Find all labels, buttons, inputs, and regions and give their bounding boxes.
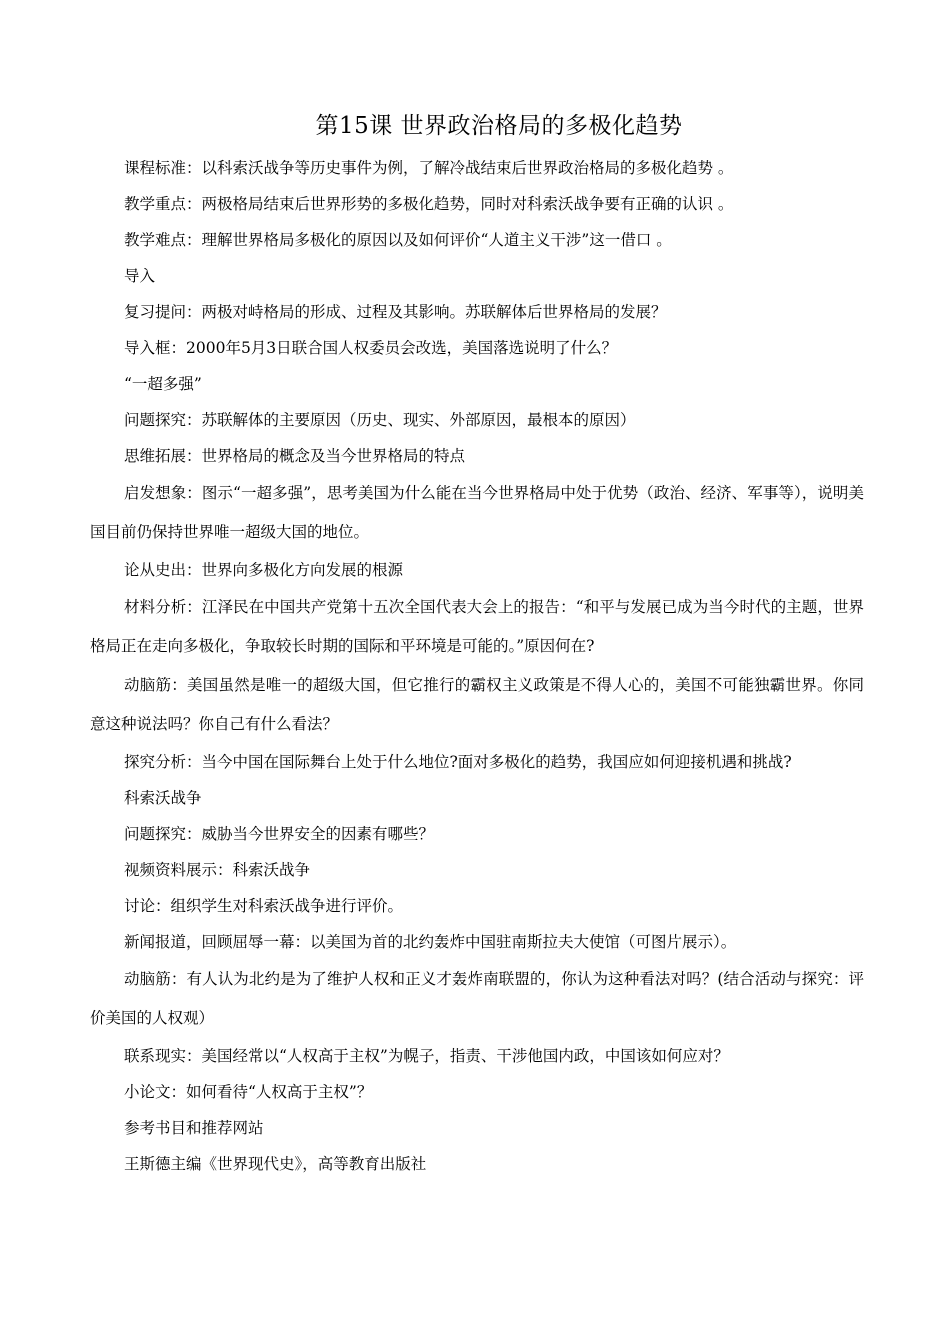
paragraph-intro-box: 导入框：2000年5月3日联合国人权委员会改选，美国落选说明了什么？ xyxy=(124,339,618,357)
paragraph-curriculum-standard: 课程标准：以科索沃战争等历史事件为例，了解冷战结束后世界政治格局的多极化趋势 。 xyxy=(124,159,734,177)
paragraph-reality-link: 联系现实：美国经常以“人权高于主权”为幌子，指责、干涉他国内政，中国该如何应对？ xyxy=(124,1047,729,1065)
paragraph-inquiry-china: 探究分析：当今中国在国际舞台上处于什么地位?面对多极化的趋势，我国应如何迎接机遇和挑战? xyxy=(124,753,792,771)
paragraph-material-analysis: 材料分析：江泽民在中国共产党第十五次全国代表大会上的报告：“和平与发展已成为当今时代的主题，世界格局正在走向多极化，争取较长时期的国际和平环境是可能的。”原因何在? xyxy=(90,598,864,655)
paragraph-video-material: 视频资料展示：科索沃战争 xyxy=(124,861,311,879)
paragraph-discussion: 讨论：组织学生对科索沃战争进行评价。 xyxy=(124,897,404,915)
document-body xyxy=(90,150,864,1182)
paragraph-thinking-extension: 思维拓展：世界格局的概念及当今世界格局的特点 xyxy=(124,447,466,465)
paragraph-security-threats: 问题探究：威胁当今世界安全的因素有哪些？ xyxy=(124,825,435,843)
paragraph-review-question: 复习提问：两极对峙格局的形成、过程及其影响。苏联解体后世界格局的发展？ xyxy=(124,303,667,321)
paragraph-brainstorm-nato: 动脑筋：有人认为北约是为了维护人权和正义才轰炸南联盟的，你认为这种看法对吗？(结合活动与探究：评价美国的人权观） xyxy=(90,970,864,1027)
paragraph-essay: 小论文：如何看待“人权高于主权”？ xyxy=(124,1083,373,1101)
reference-item: 王斯德主编《世界现代史》，高等教育出版社 xyxy=(124,1155,427,1173)
section-heading-one-superpower: “一超多强” xyxy=(124,375,202,393)
paragraph-teaching-difficulty: 教学难点：理解世界格局多极化的原因以及如何评价“人道主义干涉”这一借口 。 xyxy=(124,231,672,249)
paragraph-teaching-focus: 教学重点：两极格局结束后世界形势的多极化趋势，同时对科索沃战争要有正确的认识 。 xyxy=(124,195,734,213)
section-heading-references: 参考书目和推荐网站 xyxy=(124,1119,264,1137)
lesson-title: 第15课 世界政治格局的多极化趋势 xyxy=(315,113,683,139)
section-heading-intro: 导入 xyxy=(124,267,156,285)
paragraph-brainstorm-hegemony: 动脑筋：美国虽然是唯一的超级大国，但它推行的霸权主义政策是不得人心的，美国不可能独霸世界。你同意这种说法吗？你自己有什么看法？ xyxy=(90,676,864,733)
paragraph-inquiry-ussr: 问题探究：苏联解体的主要原因（历史、现实、外部原因，最根本的原因） xyxy=(124,411,636,429)
paragraph-history-source: 论从史出：世界向多极化方向发展的根源 xyxy=(124,561,404,579)
section-heading-kosovo: 科索沃战争 xyxy=(124,789,202,807)
paragraph-news-report: 新闻报道，回顾屈辱一幕：以美国为首的北约轰炸中国驻南斯拉夫大使馆（可图片展示）。 xyxy=(124,933,737,951)
paragraph-imagination: 启发想象：图示“一超多强”，思考美国为什么能在当今世界格局中处于优势（政治、经济、军事等），说明美国目前仍保持世界唯一超级大国的地位。 xyxy=(90,484,864,541)
